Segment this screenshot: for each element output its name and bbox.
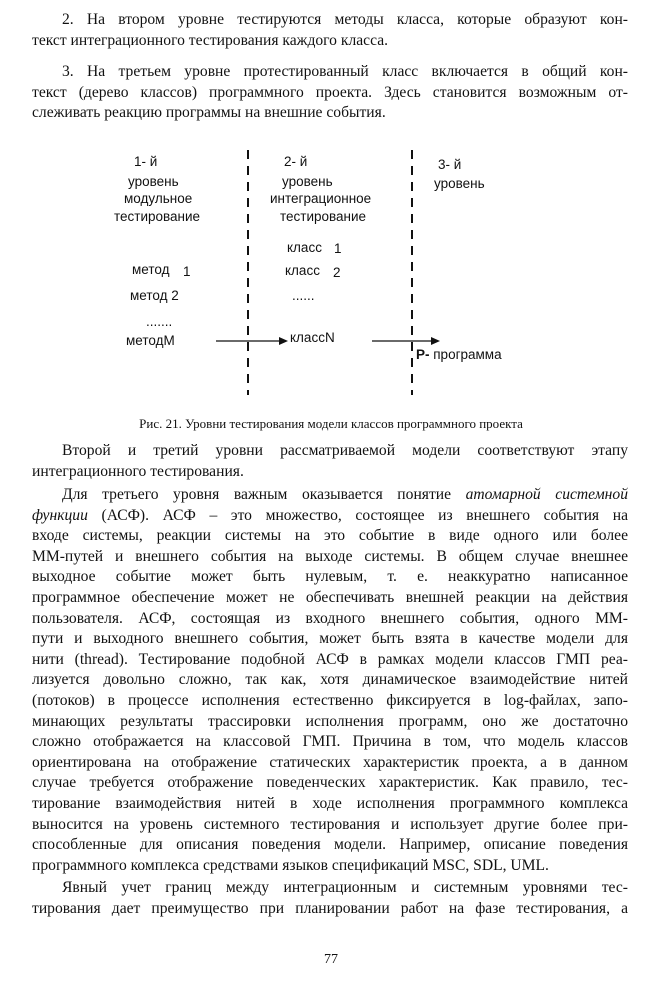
text-line: программное обеспечение может не обеспечивать внешней реакции на действия [32, 588, 628, 606]
level2-type: интеграционное [270, 191, 372, 206]
text-line [32, 485, 628, 506]
class-2: класс [285, 263, 320, 278]
level3-title: 3- й [438, 157, 462, 172]
text-line: входе системы, реакции системы на это событие в виде одного или более [32, 527, 628, 545]
body-paragraph-2 [32, 485, 628, 876]
method-1: метод [132, 262, 170, 277]
class-1-index: 1 [334, 241, 342, 256]
program-label-text: программа [429, 347, 502, 362]
text-line: тирования дает преимущество при планировании работ на фазе тестирования, а [32, 899, 628, 917]
text-line: 3. На третьем уровне протестированный класс включается в общий кон- [62, 63, 628, 80]
text-line: нити (thread). Тестирование подобной АСФ в рамках модели классов ГМП реа- [32, 650, 628, 668]
text-line: текст интеграционного тестирования каждого класса. [32, 31, 389, 49]
method-2: метод 2 [130, 288, 179, 303]
program-label [416, 347, 502, 362]
class-n: классN [290, 330, 335, 345]
term-emphasis: функции [32, 506, 88, 524]
level1-subtitle: уровень [128, 174, 179, 189]
testing-levels-diagram [0, 140, 662, 405]
method-m: методМ [126, 333, 175, 348]
intro-paragraph-2 [32, 10, 628, 51]
class-ellipsis: ...... [292, 288, 315, 303]
arrow-head-icon [431, 337, 440, 345]
text-line: выходное событие может быть нулевым, т. е. неаккуратно написанное [32, 568, 628, 586]
text-line: пути и выходного внешнего события, может быть взята в качестве модели для [32, 630, 628, 648]
text-line: программного комплекса средствами языков спецификаций MSC, SDL, UML. [32, 856, 549, 874]
text-line: пользователя. АСФ, состоящая из входного внешнего события, одного ММ- [32, 609, 628, 627]
text-line: сложно отображается на классовой ГМП. Причина в том, что модель классов [32, 733, 628, 751]
program-label-bold: P- [416, 347, 430, 362]
text-fragment: Для третьего уровня важным оказывается понятие [62, 486, 466, 503]
level2-title: 2- й [284, 154, 308, 169]
level2-subtitle: уровень [282, 174, 333, 189]
text-line: слеживать реакцию программы на внешние события. [32, 104, 386, 122]
text-line: способленные для описания поведения модели. Например, описание поведения [32, 836, 628, 854]
text-line: ориентирована на отображение статических характеристик проекта, а в данном [32, 753, 628, 771]
text-line: Явный учет границ между интеграционным и системным уровнями тес- [62, 879, 628, 896]
level1-type-2: тестирование [114, 209, 201, 224]
body-paragraph-1 [32, 441, 628, 482]
level1-title: 1- й [134, 154, 158, 169]
text-line: тирование взаимодействия нитей в ходе исполнения программного комплекса [32, 794, 628, 812]
text-line: ММ-путей и внешнего события на выходе системы. В общем случае внешнее [32, 547, 628, 565]
text-fragment: (АСФ). АСФ – это множество, состоящее из внешнего события на [87, 506, 628, 524]
class-2-index: 2 [333, 265, 341, 280]
method-1-index: 1 [183, 264, 191, 279]
text-line: лизуется довольно сложно, так как, хотя динамическое взаимодействие нитей [32, 671, 628, 689]
method-ellipsis: ....... [146, 314, 173, 329]
text-line: интеграционного тестирования. [32, 462, 244, 480]
figure-caption: Рис. 21. Уровни тестирования модели классов программного проекта [139, 416, 523, 431]
class-1: класс [287, 240, 322, 255]
text-line: (потоков) в процессе исполнения естественно фиксируется в log-файлах, запо- [32, 691, 628, 709]
page-number: 77 [324, 952, 338, 967]
text-line: Второй и третий уровни рассматриваемой модели соответствуют этапу [62, 442, 628, 459]
body-paragraph-3 [32, 878, 628, 919]
text-line: текст (дерево классов) программного проекта. Здесь становится возможным от- [32, 83, 628, 101]
arrow-head-icon [279, 337, 288, 345]
level1-type: модульное [124, 191, 193, 206]
intro-paragraph-3 [32, 62, 628, 124]
text-line: минающих результаты трассировки исполнения программ, оно же достаточно [32, 712, 628, 730]
term-emphasis: атомарной системной [465, 486, 628, 503]
text-line: 2. На втором уровне тестируются методы класса, которые образуют кон- [62, 11, 628, 28]
text-line: выносится на уровень системного тестирования и использует другие более при- [32, 815, 628, 833]
text-line: случае требуется отображение поведенческих характеристик. Как правило, тес- [32, 774, 628, 792]
level2-type-2: тестирование [280, 209, 367, 224]
text-line [32, 506, 628, 527]
level3-subtitle: уровень [434, 176, 485, 191]
